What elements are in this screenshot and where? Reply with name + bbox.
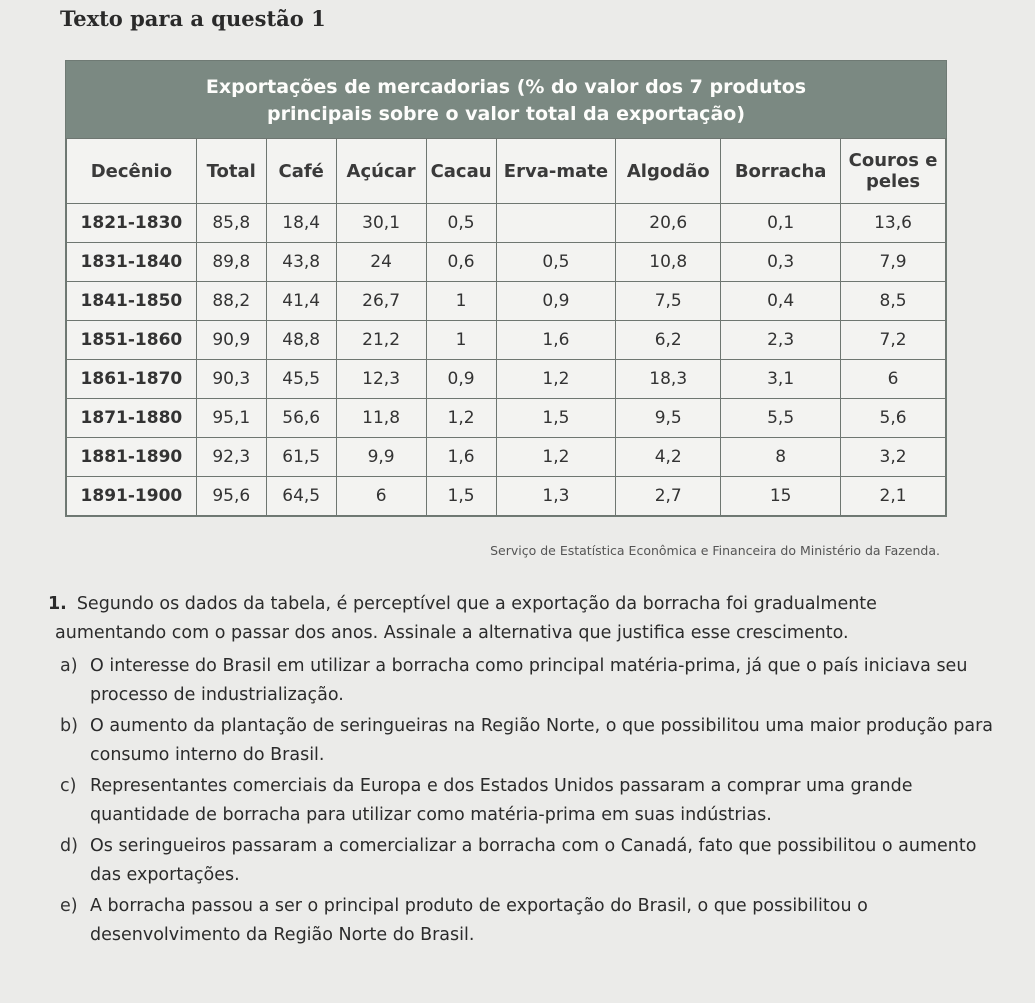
table-cell: 10,8 [616, 243, 721, 282]
table-cell: 48,8 [266, 321, 336, 360]
option-b[interactable] [60, 712, 1000, 770]
answer-options [40, 652, 1000, 950]
table-cell: 43,8 [266, 243, 336, 282]
header-cacau: Cacau [426, 139, 496, 204]
table-cell: 6 [336, 477, 426, 516]
row-decade-cell: 1881-1890 [67, 438, 197, 477]
table-title [66, 61, 946, 138]
table-body [67, 204, 946, 516]
table-cell: 5,6 [841, 399, 946, 438]
table-cell: 2,1 [841, 477, 946, 516]
option-letter: a) [60, 656, 78, 676]
table-cell: 9,5 [616, 399, 721, 438]
table-cell: 11,8 [336, 399, 426, 438]
table-cell: 56,6 [266, 399, 336, 438]
table-cell: 2,3 [721, 321, 841, 360]
table-row [67, 360, 946, 399]
table-cell: 45,5 [266, 360, 336, 399]
option-a[interactable] [60, 652, 1000, 710]
option-text: Representantes comerciais da Europa e dos Estados Unidos passaram a comprar uma grande quantidade de borracha para utilizar como matéria-prima em suas indústrias. [90, 776, 913, 825]
table-cell: 7,9 [841, 243, 946, 282]
table-cell: 88,2 [196, 282, 266, 321]
table-cell: 1,5 [426, 477, 496, 516]
table-cell: 30,1 [336, 204, 426, 243]
option-letter: c) [60, 776, 77, 796]
table-cell: 1 [426, 282, 496, 321]
table-cell: 1,3 [496, 477, 616, 516]
table-row [67, 477, 946, 516]
table-cell: 1,6 [426, 438, 496, 477]
option-text: Os seringueiros passaram a comercializar a borracha com o Canadá, fato que possibilitou o aumento das exportações. [90, 836, 977, 885]
header-couros-e-peles: Couros e peles [841, 139, 946, 204]
option-d[interactable] [60, 832, 1000, 890]
table-row [67, 321, 946, 360]
table-cell: 8,5 [841, 282, 946, 321]
table-row [67, 399, 946, 438]
question-stem [48, 590, 1000, 648]
table-cell: 0,4 [721, 282, 841, 321]
table-cell: 15 [721, 477, 841, 516]
table-cell: 90,3 [196, 360, 266, 399]
header-erva-mate: Erva-mate [496, 139, 616, 204]
table-cell: 7,5 [616, 282, 721, 321]
table-cell: 6,2 [616, 321, 721, 360]
header-algodao: Algodão [616, 139, 721, 204]
table-row [67, 282, 946, 321]
header-borracha: Borracha [721, 139, 841, 204]
table-cell: 12,3 [336, 360, 426, 399]
table-cell: 24 [336, 243, 426, 282]
table-title-line-2: principais sobre o valor total da exportação) [267, 103, 745, 125]
table-cell: 95,6 [196, 477, 266, 516]
question-stem-line-2: aumentando com o passar dos anos. Assinale a alternativa que justifica esse crescimento. [55, 623, 849, 643]
question-stem-text-1: Segundo os dados da tabela, é perceptível que a exportação da borracha foi gradualmente [76, 594, 877, 614]
table-cell: 0,5 [426, 204, 496, 243]
page-heading: Texto para a questão 1 [60, 6, 326, 31]
table-cell: 18,4 [266, 204, 336, 243]
table-cell: 0,3 [721, 243, 841, 282]
table-source: Serviço de Estatística Econômica e Financeira do Ministério da Fazenda. [490, 543, 940, 558]
option-text: O aumento da plantação de seringueiras na Região Norte, o que possibilitou uma maior produção para consumo interno do Brasil. [90, 716, 994, 765]
row-decade-cell: 1841-1850 [67, 282, 197, 321]
table-title-line-1: Exportações de mercadorias (% do valor dos 7 produtos [205, 76, 807, 98]
table-row [67, 243, 946, 282]
row-decade-cell: 1891-1900 [67, 477, 197, 516]
table-cell: 0,6 [426, 243, 496, 282]
row-decade-cell: 1831-1840 [67, 243, 197, 282]
option-letter: d) [60, 836, 78, 856]
option-text: O interesse do Brasil em utilizar a borracha como principal matéria-prima, já que o país iniciava seu processo de industrialização. [90, 656, 968, 705]
option-text: A borracha passou a ser o principal produto de exportação do Brasil, o que possibilitou o desenvolvimento da Região Norte do Brasil. [90, 896, 868, 945]
option-letter: e) [60, 896, 78, 916]
table-cell: 26,7 [336, 282, 426, 321]
table-header-row [67, 139, 946, 204]
question-1 [40, 590, 1000, 952]
table-cell: 61,5 [266, 438, 336, 477]
table-cell: 92,3 [196, 438, 266, 477]
table-cell: 7,2 [841, 321, 946, 360]
row-decade-cell: 1861-1870 [67, 360, 197, 399]
table-cell: 5,5 [721, 399, 841, 438]
table-cell: 6 [841, 360, 946, 399]
table-cell: 85,8 [196, 204, 266, 243]
header-total: Total [196, 139, 266, 204]
question-stem-line-1 [48, 590, 1000, 619]
table-cell: 0,9 [426, 360, 496, 399]
table-cell: 1,5 [496, 399, 616, 438]
table-cell: 0,1 [721, 204, 841, 243]
table-row [67, 204, 946, 243]
table-cell: 0,9 [496, 282, 616, 321]
table-cell: 95,1 [196, 399, 266, 438]
table-cell: 9,9 [336, 438, 426, 477]
table-cell: 64,5 [266, 477, 336, 516]
table-cell: 89,8 [196, 243, 266, 282]
row-decade-cell: 1871-1880 [67, 399, 197, 438]
table-cell: 2,7 [616, 477, 721, 516]
header-decenio: Decênio [67, 139, 197, 204]
exports-table [66, 138, 946, 516]
table-cell: 20,6 [616, 204, 721, 243]
table-cell: 8 [721, 438, 841, 477]
table-cell: 4,2 [616, 438, 721, 477]
option-e[interactable] [60, 892, 1000, 950]
exports-table-box [65, 60, 947, 517]
table-cell: 1,6 [496, 321, 616, 360]
header-cafe: Café [266, 139, 336, 204]
option-letter: b) [60, 716, 78, 736]
table-cell: 90,9 [196, 321, 266, 360]
table-cell: 21,2 [336, 321, 426, 360]
table-cell [496, 204, 616, 243]
header-acucar: Açúcar [336, 139, 426, 204]
table-cell: 3,2 [841, 438, 946, 477]
option-c[interactable] [60, 772, 1000, 830]
table-cell: 1 [426, 321, 496, 360]
table-cell: 3,1 [721, 360, 841, 399]
table-cell: 1,2 [426, 399, 496, 438]
question-number: 1. [48, 594, 67, 614]
table-cell: 13,6 [841, 204, 946, 243]
table-row [67, 438, 946, 477]
row-decade-cell: 1821-1830 [67, 204, 197, 243]
table-cell: 1,2 [496, 438, 616, 477]
row-decade-cell: 1851-1860 [67, 321, 197, 360]
table-cell: 1,2 [496, 360, 616, 399]
table-cell: 18,3 [616, 360, 721, 399]
table-cell: 0,5 [496, 243, 616, 282]
table-cell: 41,4 [266, 282, 336, 321]
